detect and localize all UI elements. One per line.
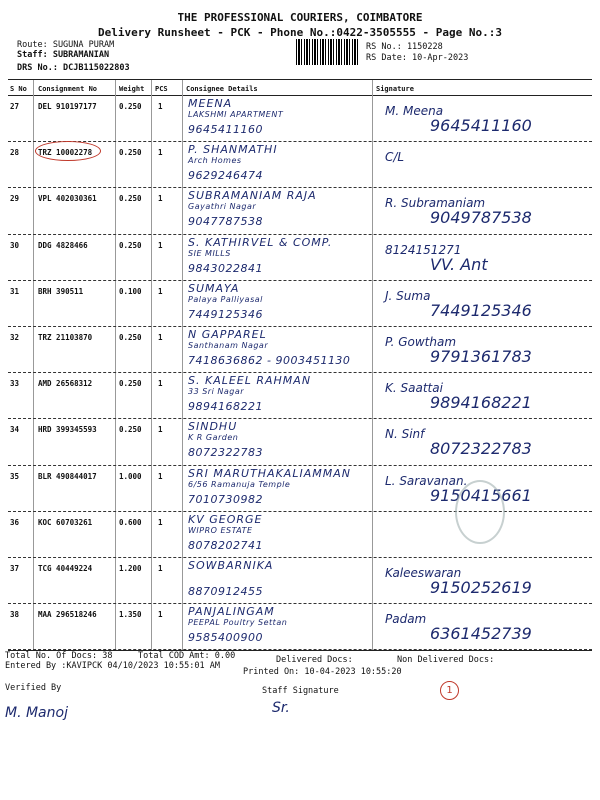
- row-pcs: 1: [158, 564, 163, 573]
- row-consignee-address: K R Garden: [188, 433, 239, 443]
- row-consignee-phone: 9629246474: [188, 169, 263, 183]
- row-consignee-address: PEEPAL Poultry Settan: [188, 618, 288, 628]
- row-signature-name: R. Subramaniam: [385, 196, 486, 211]
- row-consignee-phone: 9645411160: [188, 123, 263, 136]
- row-signature-phone: 9150252619: [430, 578, 532, 597]
- col-divider: [151, 80, 152, 650]
- row-weight: 0.250: [119, 333, 142, 342]
- row-sno: 37: [10, 564, 20, 573]
- delivered-docs: Delivered Docs:: [276, 655, 353, 665]
- entered-by: Entered By :KAVIPCK 04/10/2023 10:55:01 AM: [5, 661, 220, 671]
- circled-page-mark: 1: [440, 681, 459, 700]
- staff-signature-label: Staff Signature: [262, 686, 339, 696]
- row-signature-name: M. Meena: [385, 104, 444, 118]
- row-consignee-phone: 8870912455: [188, 585, 263, 598]
- row-sno: 34: [10, 425, 20, 435]
- row-pcs: 1: [158, 194, 163, 204]
- row-sno: 31: [10, 286, 20, 296]
- row-consignee-address: 6/56 Ramanuja Temple: [188, 479, 291, 489]
- col-divider: [372, 80, 373, 650]
- row-separator: [8, 372, 592, 373]
- row-consignee-phone: 7418636862 - 9003451130: [188, 354, 351, 367]
- row-signature-name: K. Saattai: [385, 381, 443, 396]
- row-weight: 1.200: [119, 564, 142, 573]
- row-consignee-phone: 9843022841: [188, 261, 263, 275]
- row-consignment: TRZ 21103870: [38, 333, 93, 342]
- row-signature-phone: 9645411160: [430, 116, 532, 135]
- barcode: [296, 39, 358, 65]
- row-consignee-name: MEENA: [188, 97, 233, 110]
- row-separator: [8, 280, 592, 281]
- row-separator: [8, 465, 592, 466]
- row-consignee-name: S. KATHIRVEL & COMP.: [188, 235, 333, 249]
- row-signature-phone: 9894168221: [430, 393, 532, 413]
- row-signature-phone: 9150415661: [430, 485, 532, 505]
- row-consignment: KOC 60703261: [38, 517, 93, 527]
- row-pcs: 1: [158, 379, 163, 389]
- col-consignee: Consignee Details: [186, 85, 258, 93]
- row-consignment: HRD 399345593: [38, 425, 97, 435]
- route-label: Route: SUGUNA PURAM: [17, 40, 115, 50]
- row-weight: 0.250: [119, 194, 142, 204]
- row-consignment: VPL 402030361: [38, 194, 97, 204]
- col-divider: [182, 80, 183, 650]
- row-sno: 27: [10, 102, 20, 111]
- row-separator: [8, 141, 592, 142]
- row-consignee-address: Palaya Palliyasal: [188, 294, 263, 304]
- row-consignment: DEL 910197177: [38, 102, 97, 111]
- row-consignee-phone: 8072322783: [188, 446, 263, 460]
- row-signature-phone: 9791361783: [430, 347, 532, 366]
- row-sno: 38: [10, 610, 20, 620]
- row-consignee-address: WIPRO ESTATE: [188, 525, 253, 535]
- rs-date: RS Date: 10-Apr-2023: [366, 53, 469, 63]
- row-consignee-name: SRI MARUTHAKALIAMMAN: [188, 466, 351, 480]
- row-sno: 33: [10, 379, 20, 389]
- row-separator: [8, 234, 592, 235]
- col-sno: S No: [10, 85, 27, 93]
- row-consignee-address: SIE MILLS: [188, 248, 231, 258]
- row-signature-name: C/L: [385, 150, 405, 165]
- row-consignment: AMD 26568312: [38, 379, 93, 389]
- row-weight: 0.600: [119, 517, 142, 527]
- printed-on: Printed On: 10-04-2023 10:55:20: [243, 667, 402, 677]
- row-signature-phone: VV. Ant: [430, 254, 488, 274]
- row-consignment: MAA 296518246: [38, 610, 97, 620]
- row-pcs: 1: [158, 517, 163, 527]
- row-consignee-address: Arch Homes: [188, 156, 242, 166]
- row-consignee-address: Santhanam Nagar: [188, 341, 269, 350]
- verified-by-label: Verified By: [5, 683, 62, 693]
- staff-signature: Sr.: [272, 700, 290, 716]
- row-consignment: BRH 390511: [38, 286, 84, 296]
- consignment-circle-mark: [35, 141, 101, 161]
- row-consignee-phone: 7449125346: [188, 307, 263, 321]
- row-consignee-phone: 9894168221: [188, 400, 263, 414]
- row-separator: [8, 603, 592, 604]
- header-top-rule: [8, 79, 592, 80]
- row-pcs: 1: [158, 148, 163, 158]
- col-divider: [33, 80, 34, 650]
- non-delivered-docs: Non Delivered Docs:: [397, 655, 495, 665]
- row-weight: 0.250: [119, 148, 142, 158]
- rs-number: RS No.: 1150228: [366, 42, 443, 52]
- row-signature-phone: 7449125346: [430, 300, 532, 320]
- row-consignment: DDG 4828466: [38, 240, 88, 250]
- row-consignee-name: KV GEORGE: [188, 512, 263, 526]
- row-sno: 36: [10, 517, 20, 527]
- row-signature-name: P. Gowtham: [385, 335, 457, 349]
- row-pcs: 1: [158, 286, 163, 296]
- row-weight: 0.250: [119, 379, 142, 389]
- row-consignee-phone: 9585400900: [188, 631, 263, 645]
- row-pcs: 1: [158, 610, 163, 620]
- row-consignee-name: SUMAYA: [188, 281, 240, 295]
- row-pcs: 1: [158, 471, 163, 481]
- row-consignee-name: S. KALEEL RAHMAN: [188, 374, 312, 388]
- row-signature-phone: 8072322783: [430, 439, 532, 459]
- row-weight: 1.000: [119, 471, 142, 481]
- row-consignee-name: SOWBARNIKA: [188, 559, 274, 572]
- row-consignee-name: PANJALINGAM: [188, 605, 275, 619]
- col-weight: Weight: [119, 85, 145, 93]
- row-weight: 0.100: [119, 286, 142, 296]
- col-signature: Signature: [376, 85, 414, 93]
- row-consignee-phone: 9047787538: [188, 215, 263, 229]
- row-signature-name: N. Sinf: [385, 427, 425, 442]
- col-pcs: PCS: [155, 85, 168, 93]
- row-signature-phone: 6361452739: [430, 624, 532, 644]
- row-pcs: 1: [158, 240, 163, 250]
- row-consignee-phone: 7010730982: [188, 492, 263, 506]
- col-divider: [115, 80, 116, 650]
- row-weight: 0.250: [119, 102, 142, 111]
- row-consignment: TCG 40449224: [38, 564, 93, 573]
- row-signature-name: L. Saravanan.: [385, 473, 468, 488]
- col-consignment: Consignment No: [38, 85, 98, 93]
- runsheet-title: Delivery Runsheet - PCK - Phone No.:0422-3505555 - Page No.:3: [98, 26, 502, 39]
- row-consignee-name: P. SHANMATHI: [188, 143, 278, 157]
- company-title: THE PROFESSIONAL COURIERS, COIMBATORE: [177, 11, 423, 24]
- row-consignee-address: Gayathri Nagar: [188, 202, 257, 212]
- row-separator: [8, 418, 592, 419]
- row-consignee-address: LAKSHMI APARTMENT: [188, 110, 284, 119]
- row-sno: 30: [10, 240, 20, 250]
- staff-label: Staff: SUBRAMANIAN: [17, 50, 110, 60]
- verified-signature: M. Manoj: [5, 705, 68, 721]
- row-sno: 29: [10, 194, 20, 204]
- row-separator: [8, 326, 592, 327]
- row-sno: 32: [10, 333, 20, 342]
- row-consignee-name: SINDHU: [188, 420, 238, 434]
- row-signature-name: 8124151271: [385, 242, 462, 257]
- total-docs: Total No. Of Docs: 38: [5, 651, 113, 661]
- row-consignee-phone: 8078202741: [188, 538, 263, 552]
- row-sno: 35: [10, 471, 20, 481]
- row-consignment: TRZ 10002278: [38, 148, 93, 158]
- row-weight: 0.250: [119, 240, 142, 250]
- row-weight: 0.250: [119, 425, 142, 435]
- row-consignment: BLR 490844017: [38, 471, 97, 481]
- row-pcs: 1: [158, 102, 163, 111]
- total-cod: Total COD Amt: 0.00: [138, 651, 236, 661]
- drs-label: DRS No.: DCJB115022803: [17, 63, 130, 73]
- row-pcs: 1: [158, 333, 163, 342]
- row-signature-name: Padam: [385, 612, 427, 627]
- row-consignee-name: SUBRAMANIAM RAJA: [188, 189, 317, 203]
- row-sno: 28: [10, 148, 20, 158]
- row-signature-name: Kaleeswaran: [385, 566, 462, 580]
- row-consignee-address: 33 Sri Nagar: [188, 387, 245, 397]
- row-separator: [8, 557, 592, 558]
- row-signature-name: J. Suma: [385, 288, 431, 303]
- office-stamp: [455, 480, 505, 544]
- header-bottom-rule: [8, 95, 592, 96]
- row-separator: [8, 187, 592, 188]
- row-weight: 1.350: [119, 610, 142, 620]
- row-pcs: 1: [158, 425, 163, 435]
- row-consignee-name: N GAPPAREL: [188, 328, 267, 341]
- row-signature-phone: 9049787538: [430, 208, 532, 228]
